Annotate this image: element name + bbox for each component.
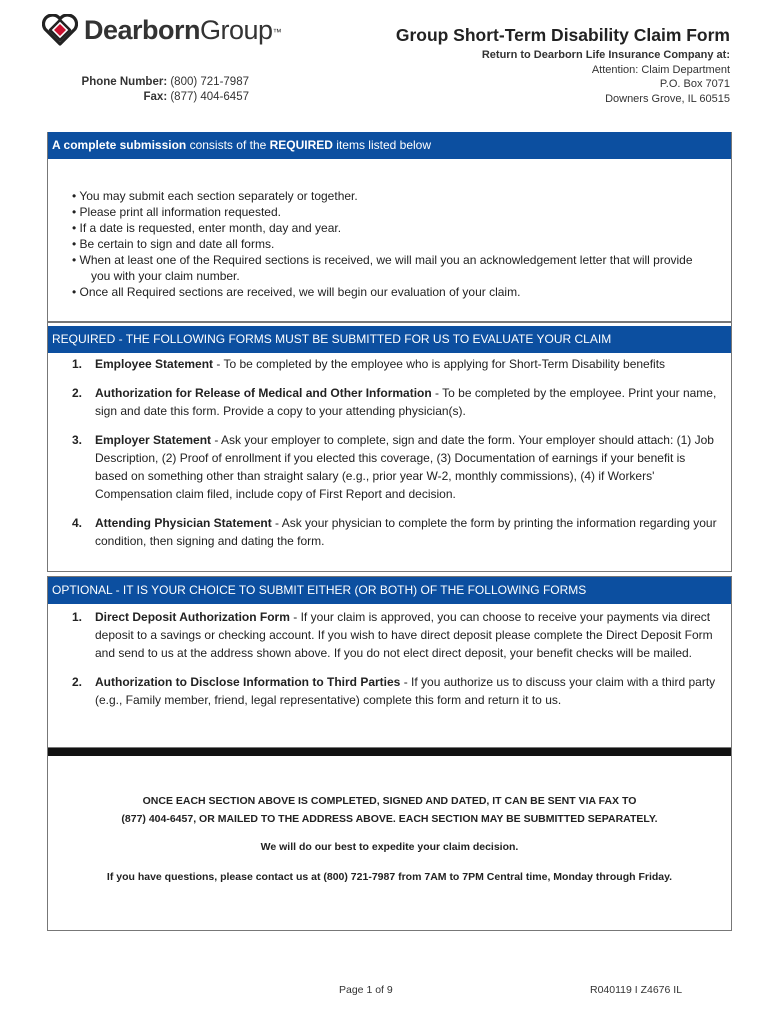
intro-header-bar: A complete submission consists of the REQUIRED items listed below <box>48 132 731 159</box>
optional-forms-list <box>48 608 731 709</box>
list-item: • If a date is requested, enter month, day and year. <box>72 221 342 235</box>
required-section <box>47 322 732 572</box>
optional-header-bar: OPTIONAL - IT IS YOUR CHOICE TO SUBMIT EITHER (OR BOTH) OF THE FOLLOWING FORMS <box>48 577 731 604</box>
form-code: R040119 I Z4676 IL <box>590 984 683 996</box>
intro-section <box>47 132 732 322</box>
address-line: Downers Grove, IL 60515 <box>605 92 730 105</box>
divider <box>48 748 731 756</box>
list-item: 4. Attending Physician Statement - Ask your physician to complete the form by printing the information regarding your condition, then signing and dating the form. <box>72 516 717 548</box>
contact-note: If you have questions, please contact us at (800) 721-7987 from 7AM to 7PM Central time, Monday through Friday. <box>106 871 673 883</box>
list-item: 1. Direct Deposit Authorization Form - If your claim is approved, you can choose to receive your payments via direct deposit to a savings or checking account. If you wish to have direct deposit please complete the Direct Deposit Form and send to us at the address shown above. If you do not elect direct deposit, your benefit checks will be mailed. <box>72 610 713 660</box>
fax-label: Fax: <box>143 91 168 103</box>
phone-label: Phone Number: <box>81 76 168 88</box>
return-to-label: Return to Dearborn Life Insurance Company at: <box>481 49 730 61</box>
page-title: Group Short-Term Disability Claim Form <box>395 25 730 45</box>
list-item: • You may submit each section separately or together. <box>72 189 358 203</box>
instruction-list <box>72 188 727 300</box>
list-item: • Once all Required sections are received, we will begin our evaluation of your claim. <box>72 285 521 299</box>
return-address <box>482 48 730 106</box>
contact-numbers <box>82 75 249 105</box>
closing-section <box>47 748 732 931</box>
submission-instructions: ONCE EACH SECTION ABOVE IS COMPLETED, SIGNED AND DATED, IT CAN BE SENT VIA FAX TO (877) 404-6457, OR MAILED TO THE ADDRESS ABOVE. EACH SECTION MAY BE SUBMITTED SEPARATELY. <box>121 795 658 825</box>
required-header-bar: REQUIRED - THE FOLLOWING FORMS MUST BE SUBMITTED FOR US TO EVALUATE YOUR CLAIM <box>48 326 731 353</box>
list-item: 1. Employee Statement - To be completed by the employee who is applying for Short-Term Disability benefits <box>72 357 666 371</box>
fax-value: (877) 404-6457 <box>167 91 249 103</box>
phone-value: (800) 721-7987 <box>167 76 249 88</box>
list-item: 2. Authorization to Disclose Information to Third Parties - If you authorize us to discuss your claim with a third party (e.g., Family member, friend, legal representative) complete this form and return it to us. <box>72 675 716 707</box>
list-item: 3. Employer Statement - Ask your employer to complete, sign and date the form. Your employer should attach: (1) Job Description, (2) Proof of enrollment if you elected this coverage, (3) Documentation of earnings if your benefit is based on something other than straight salary (e.g., prior year W-2, monthly commissions), (4) if Workers' Compensation claim filed, include copy of First Report and decision. <box>72 433 714 501</box>
list-item: • Please print all information requested. <box>72 205 281 219</box>
logo-wordmark: DearbornGroup™ <box>84 15 282 45</box>
heart-logo-icon <box>42 14 78 46</box>
page-number: Page 1 of 9 <box>339 984 393 996</box>
address-line: Attention: Claim Department <box>591 63 730 76</box>
list-item: • Be certain to sign and date all forms. <box>72 237 275 251</box>
optional-section <box>47 576 732 748</box>
list-item: • When at least one of the Required sections is received, we will mail you an acknowledgement letter that will provide you with your claim number. <box>72 253 693 283</box>
dearborn-logo <box>42 14 281 46</box>
list-item: 2. Authorization for Release of Medical and Other Information - To be completed by the employee. Print your name, sign and date this form. Provide a copy to your attending physician(s). <box>72 386 717 418</box>
expedite-note: We will do our best to expedite your claim decision. <box>260 841 519 853</box>
required-forms-list <box>48 355 731 550</box>
address-line: P.O. Box 7071 <box>659 78 730 90</box>
